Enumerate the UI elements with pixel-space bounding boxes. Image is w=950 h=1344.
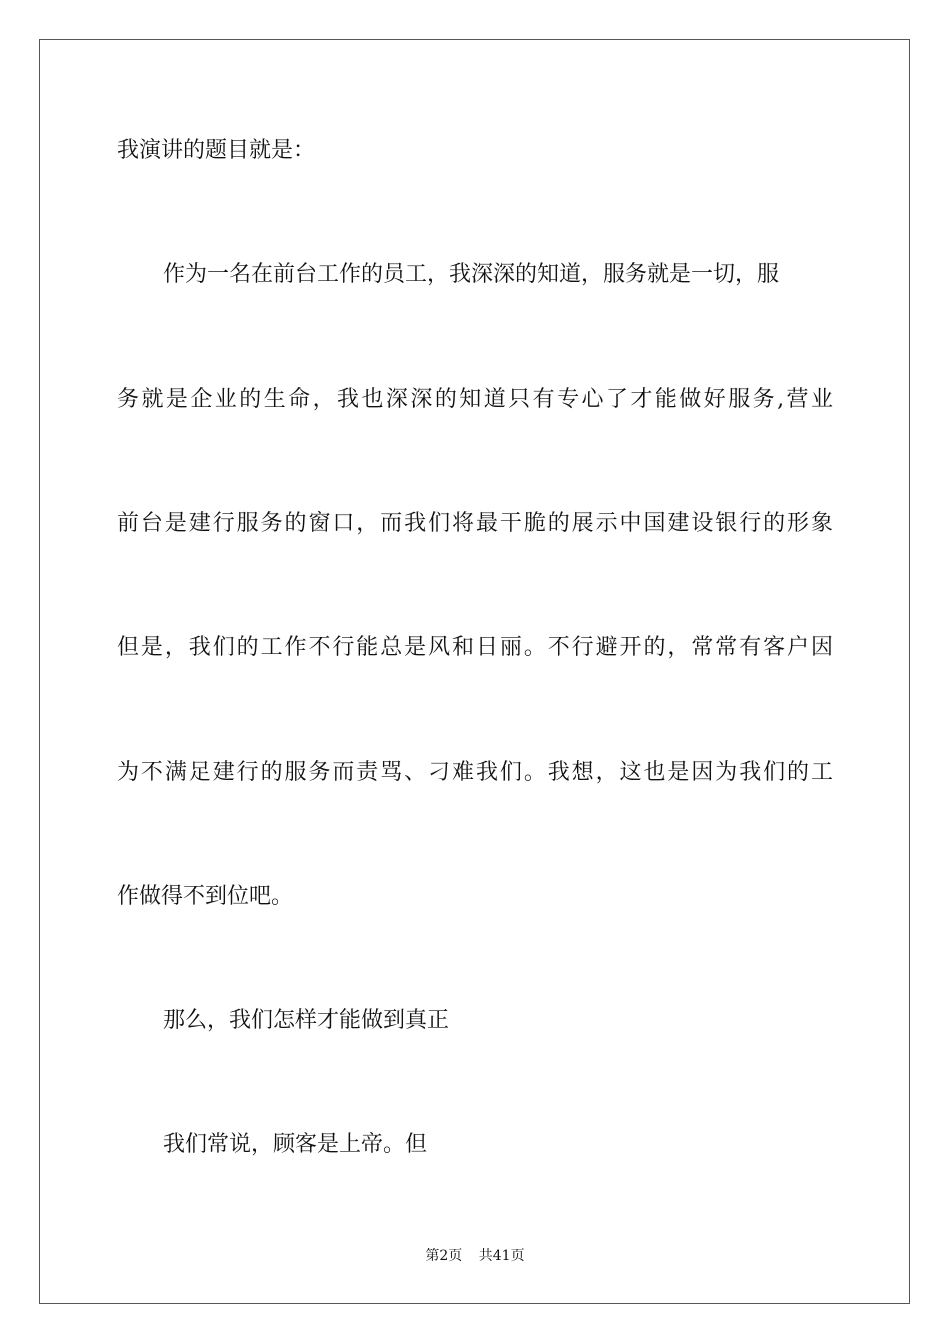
text-line-1: 我演讲的题目就是： (117, 138, 316, 163)
text-line-2: 作为一名在前台工作的员工，我深深的知道，服务就是一切，服 (163, 262, 780, 287)
text-line-6: 为不满足建行的服务而责骂、刁难我们。我想，这也是因为我们的工 (117, 760, 833, 785)
page-border (39, 39, 910, 1304)
text-line-9: 我们常说，顾客是上帝。但 (163, 1132, 428, 1157)
text-line-5: 但是，我们的工作不行能总是风和日丽。不行避开的，常常有客户因 (117, 635, 833, 660)
page-total: 共41页 (478, 1248, 525, 1264)
page-number: 第2页 (425, 1248, 463, 1264)
text-line-8: 那么，我们怎样才能做到真正 (163, 1008, 450, 1033)
text-line-7: 作做得不到位吧。 (117, 884, 294, 909)
text-line-3: 务就是企业的生命，我也深深的知道只有专心了才能做好服务,营业 (117, 387, 833, 412)
text-line-4: 前台是建行服务的窗口，而我们将最干脆的展示中国建设银行的形象 (117, 511, 833, 536)
page-footer (0, 1245, 950, 1265)
